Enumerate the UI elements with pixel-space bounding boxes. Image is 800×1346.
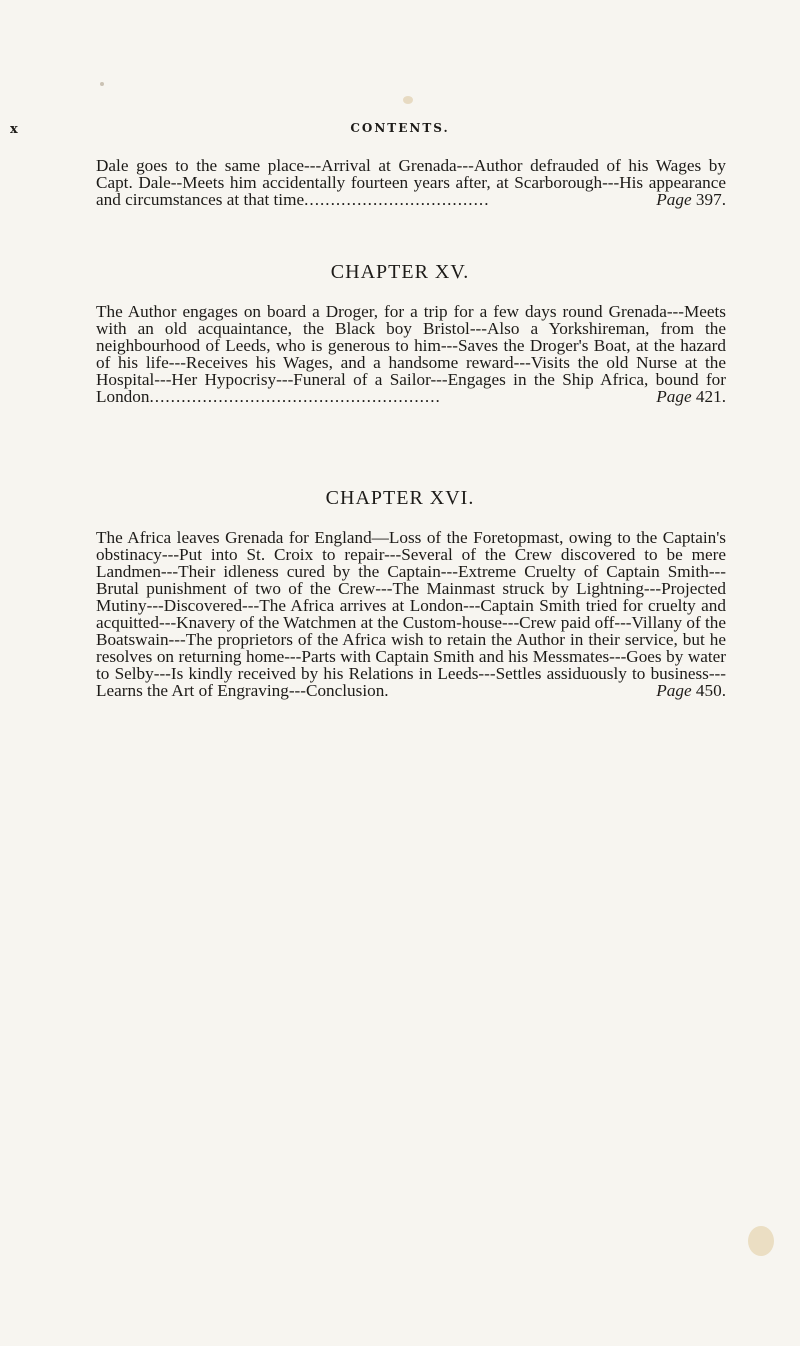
paper-stain (748, 1226, 774, 1256)
contents-entry (96, 157, 726, 208)
page-label: Page (656, 190, 692, 209)
running-head: CONTENTS. (350, 121, 450, 135)
contents-entry (96, 529, 726, 699)
page-reference (656, 191, 726, 208)
dot-leaders: ....................................................... (149, 387, 441, 406)
paper-stain (403, 96, 413, 104)
page-folio: x (10, 122, 18, 137)
paper-stain (100, 82, 104, 86)
page-label: Page (656, 387, 692, 406)
page-label: Page (656, 681, 692, 700)
chapter-heading: CHAPTER XV. (330, 261, 470, 283)
page-reference (656, 682, 726, 699)
page-number: 421. (695, 387, 726, 406)
entry-summary: Dale goes to the same place---Arrival at Grenada---Author defrauded of his Wages by Capt. Dale--Meets him accidentally fourteen years after, at Scarborough---His appearance and circumstances at that time (96, 156, 726, 209)
contents-entry (96, 303, 726, 405)
page-number: 397. (695, 190, 726, 209)
page-number: 450. (695, 681, 726, 700)
page-reference (656, 388, 726, 405)
entry-summary: The Author engages on board a Droger, for a trip for a few days round Grenada---Meets with an old acquaintance, the Black boy Bristol---Also a Yorkshireman, from the neighbourhood of Leeds, who is generous to him---Saves the Droger's Boat, at the hazard of his life---Receives his Wages, and a handsome reward---Visits the old Nurse at the Hospital---Her Hypocrisy---Funeral of a Sailor---Engages in the Ship Africa, bound for London (96, 302, 726, 406)
entry-summary: The Africa leaves Grenada for England—Loss of the Foretopmast, owing to the Captain's obstinacy---Put into St. Croix to repair---Several of the Crew discovered to be mere Landmen---Their idleness cured by the Captain---Extreme Cruelty of Captain Smith---Brutal punishment of two of the Crew---The Mainmast struck by Lightning---Projected Mutiny---Discovered---The Africa arrives at London---Captain Smith tried for cruelty and acquitted---Knavery of the Watchmen at the Custom-house---Crew paid off---Villany of the Boatswain---The proprietors of the Africa wish to retain the Author in their service, but he resolves on returning home---Parts with Captain Smith and his Messmates---Goes by water to Selby---Is kindly received by his Relations in Leeds---Settles assiduously to business---Learns the Art of Engraving---Conclusion. (96, 528, 726, 700)
chapter-heading: CHAPTER XVI. (325, 487, 475, 509)
dot-leaders: ................................... (304, 190, 490, 209)
